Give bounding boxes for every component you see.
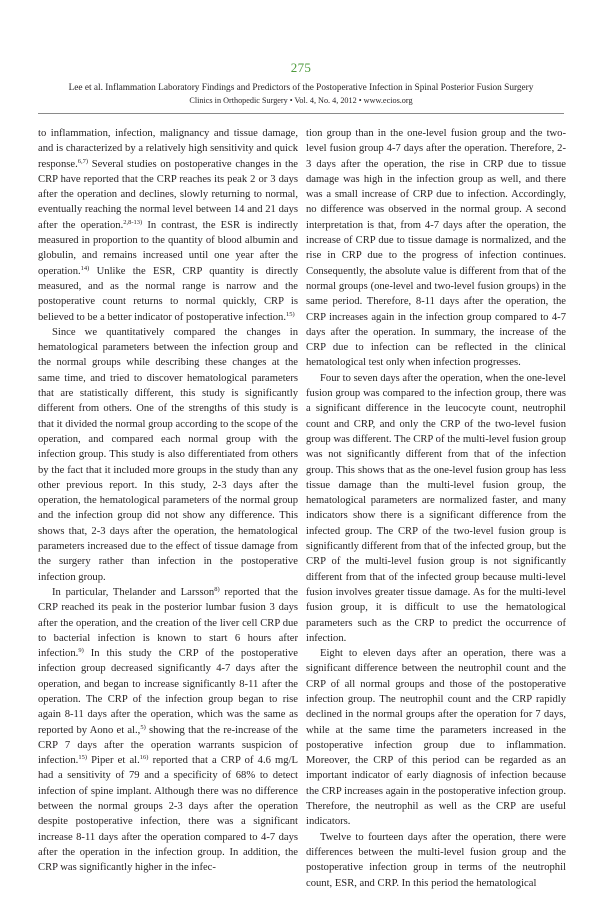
body-text: reported that the CRP reached its peak in the posterior lumbar fusion 3 days after the operation, and the creation of the liver cell CRP due to bacterial infection is known to start 6 hours after infection. <box>38 586 299 660</box>
right-column <box>306 126 566 891</box>
body-paragraph <box>306 371 566 646</box>
body-paragraph <box>306 646 566 830</box>
citation-ref: 8) <box>214 585 220 593</box>
body-text: In contrast, the ESR is indirectly measured in proportion to the quantity of blood albumin and globulin, and remains increased until one year after the operation. <box>38 219 298 277</box>
body-text: Since we quantitatively compared the changes in hematological parameters between the infection group and the normal groups while describing these changes at the same time, and tried to discover hematological parameters that are statistically different, this study is significantly different from others. One of the strengths of this study is that it divided the normal group according to the scope of the operation, and compared each normal group with the infection group. This study is also differentiated from others by the fact that it included more groups in the study than any other previous report. In this study, 2-3 days after the operation, the hematological parameters of the normal group and the infection group did not show any difference. This shows that, 2-3 days after the operation, the hematological parameters increased due to the effect of tissue damage from the surgery rather than infection in the postoperative infection group. <box>38 326 298 583</box>
running-head-title: Lee et al. Inflammation Laboratory Findings and Predictors of the Postoperative Infection in Spinal Posterior Fusion Surgery <box>68 83 534 93</box>
body-text: In particular, Thelander and Larsson <box>52 586 215 598</box>
body-text: Unlike the ESR, CRP quantity is directly measured, and as the normal range is narrow and the postoperative count returns to normal quickly, CRP is believed to be a better indicator of postoperative infection. <box>38 265 298 323</box>
citation-ref: 6,7) <box>77 157 89 165</box>
citation-ref: 5) <box>140 723 146 731</box>
body-text: Twelve to fourteen days after the operation, there were differences between the multi-level fusion group and the postoperative infection group in terms of the neutrophil count, ESR, and CRP. In this period the hematological <box>306 831 566 889</box>
body-paragraph <box>306 830 566 891</box>
citation-ref: 16) <box>139 754 149 762</box>
body-paragraph <box>38 585 298 876</box>
body-text: Several studies on postoperative changes in the CRP have reported that the CRP reaches its peak 2 or 3 days after the operation and declines, slowly returning to normal, eventually reaching the normal level between 14 and 21 days after the operation. <box>38 158 298 231</box>
left-column <box>38 126 298 876</box>
citation-ref: 15) <box>285 310 295 318</box>
body-text: to inflammation, infection, malignancy and tissue damage, and is characterized by a relatively high sensitivity and quick response. <box>38 128 298 170</box>
body-paragraph <box>306 126 566 371</box>
header-rule <box>38 113 564 114</box>
body-text: reported that a CRP of 4.6 mg/L had a sensitivity of 79 and a specificity of 68% to detect infection of spine implant. Although there was no difference between the normal groups 2-3 days after the operation despite postoperative infection, there was a significant increase 8-11 days after the operation compared to 4-7 days after the operation in the infection group. In addition, the CRP was significantly higher in the infec- <box>38 755 299 874</box>
body-text: Eight to eleven days after an operation, there was a significant difference between the neutrophil count and the CRP of all normal groups and those of the postoperative infection group. The neutrophil count and the CRP rapidly declined in the normal groups after the operation for 7 days, while at the same time the parameters increased in the postoperative infection group due to inflammation. Moreover, the CRP of this period can be regarded as an important indicator of early diagnosis of infection because the CRP increases again in the postoperative infection group. Therefore, the neutrophil as well as the CRP are useful indicators. <box>306 648 566 828</box>
body-text: showing that the re-increase of the CRP 7 days after the operation warrants suspicion of infection. <box>38 724 298 767</box>
body-paragraph <box>38 325 298 585</box>
running-head <box>0 83 602 105</box>
body-text: tion group than in the one-level fusion group and the two-level fusion group 4-7 days after the operation. Therefore, 2-3 days after the operation, the rise in CRP due to tissue damage was high in the infection group as well, and there was a small increase of CRP due to infection. Accordingly, no difference was observed in the normal group. A second interpretation is that, from 4-7 days after the operation, the increase of CRP due to tissue damage is normalized, and the rise in CRP due to the progress of infection continues. Consequently, the absolute value is different from that of the normal groups (one-level and two-level fusion groups) in the same period. Therefore, 8-11 days after the operation, the CRP increases again in the infection group compared to 4-7 days after the operation. In summary, the increase of the CRP due to infection can be reflected in the clinical hematological test only when infection progresses. <box>306 128 566 369</box>
citation-ref: 14) <box>80 264 90 272</box>
citation-ref: 15) <box>78 754 87 762</box>
running-head-journal: Clinics in Orthopedic Surgery • Vol. 4, No. 4, 2012 • www.ecios.org <box>189 96 413 105</box>
citation-ref: 9) <box>78 647 84 655</box>
body-text: In this study the CRP of the postoperative infection group decreased significantly 4-7 days after the operation, and began to increase significantly 8-11 after the operation. The CRP of the infection group began to rise again 8-11 days after the operation, which was the same as reported by Aono et al., <box>38 648 298 736</box>
body-text: Four to seven days after the operation, when the one-level fusion group was compared to the infection group, there was a significant difference in the leucocyte count, neutrophil count and CRP, and only the CRP of the two-level fusion group was different. The CRP of the multi-level fusion group was not significantly different from that of the infection group. This shows that as the one-level fusion group has less tissue damage than the multi-level fusion group, the hematological parameters are normalized faster, and many indicators show there is a significant difference from the infected group. The CRP of the two-level fusion group is significantly different from that of the infected group, but the CRP of the multi-level fusion group is not significantly different from that of the infected group because multi-level fusion involves greater tissue damage. As for the multi-level fusion group, it is difficult to use the hematological parameters such as the CRP to predict the occurrence of infection. <box>306 372 566 644</box>
citation-ref: 2,8-13) <box>123 218 143 226</box>
body-paragraph <box>38 126 298 325</box>
body-text: Piper et al. <box>86 755 140 767</box>
page-number: 275 <box>290 60 312 75</box>
